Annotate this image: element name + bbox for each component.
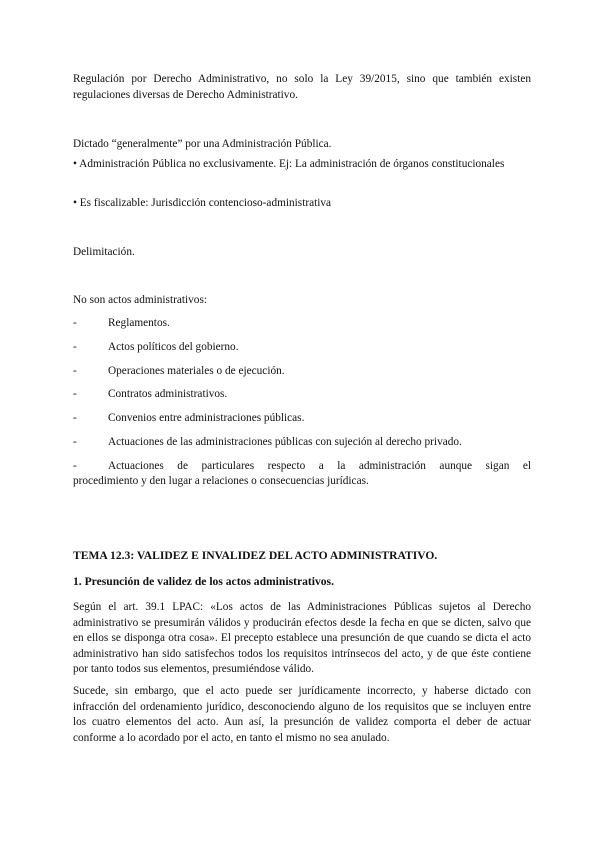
list-item-text: Reglamentos. [108,317,170,329]
dash-marker: - [73,341,77,353]
dash-marker: - [73,388,77,400]
bullet-administracion: • Administración Pública no exclusivamente. Ej: La administración de órganos constitucionales [73,158,505,170]
dash-marker: - [73,412,77,424]
paragraph-presuncion: Según el art. 39.1 LPAC: «Los actos de las Administraciones Públicas sujetos al Derecho administrativo se presumirán válidos y producirán efectos desde la fecha en que se dicten, salvo que en ellos se disponga otra cosa». El precepto establece una presunción de que cuando se dicta el acto administrativo han sido satisfechos todos los requisitos intrínsecos del acto, y de que éste contiene por tanto todos sus elementos, presumiéndose válido. [73,601,531,675]
dash-marker: - [73,436,77,448]
paragraph-no-son: No son actos administrativos: [73,294,207,306]
tema-title: TEMA 12.3: VALIDEZ E INVALIDEZ DEL ACTO ADMINISTRATIVO. [73,549,438,562]
list-item-text: Contratos administrativos. [108,388,228,400]
dash-marker: - [73,460,77,472]
bullet-fiscalizable: • Es fiscalizable: Jurisdicción contencioso-administrativa [73,197,332,209]
dash-marker: - [73,365,77,377]
dash-marker: - [73,317,77,329]
list-item-text: Actuaciones de las administraciones públicas con sujeción al derecho privado. [108,436,462,448]
heading-delimitacion: Delimitación. [73,246,135,258]
section-subtitle: 1. Presunción de validez de los actos administrativos. [73,575,334,588]
list-item-text: Actos políticos del gobierno. [108,341,239,353]
list-item-text: Convenios entre administraciones públicas. [108,412,305,424]
paragraph-regulacion: Regulación por Derecho Administrativo, no solo la Ley 39/2015, sino que también existen regulaciones diversas de Derecho Administrativo. [73,73,531,101]
paragraph-dictado: Dictado “generalmente” por una Administración Pública. [73,138,332,150]
paragraph-sucede: Sucede, sin embargo, que el acto puede ser jurídicamente incorrecto, y haberse dictado con infracción del ordenamiento jurídico, desconociendo alguno de los requisitos que se incluyen entre los cuatro elementos del acto. Aun así, la presunción de validez comporta el deber de actuar conforme a lo acordado por el acto, en tanto el mismo no sea anulado. [73,685,531,744]
list-item-text: procedimiento y den lugar a relaciones o consecuencias jurídicas. [73,475,369,487]
list-item-text: Actuaciones de particulares respecto a la administración aunque sigan el [108,460,531,472]
list-item-text: Operaciones materiales o de ejecución. [108,365,285,377]
